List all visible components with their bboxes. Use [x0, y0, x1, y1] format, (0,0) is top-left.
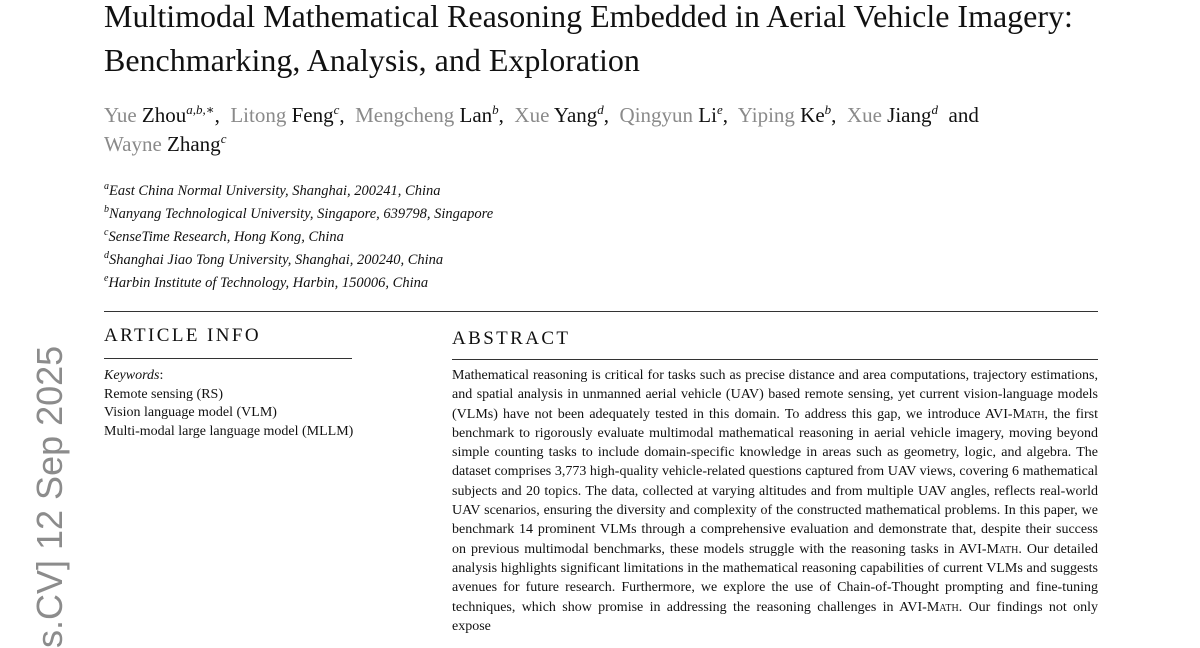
keywords-list	[104, 386, 404, 442]
keyword-item: Multi-modal large language model (MLLM)	[104, 423, 354, 439]
affiliation-key: a	[104, 181, 109, 193]
affiliation-item	[104, 272, 804, 295]
affiliation-text: East China Normal University, Shanghai, 200241, China	[109, 183, 441, 199]
author-affiliation-marker: c	[220, 131, 227, 146]
abstract-text: Mathematical reasoning is critical for tasks such as precise distance and area computations, trajectory estimations, and spatial analysis in unmanned aerial vehicle (UAV) based remote sensing, yet current vision-language models (VLMs) have not been adequately tested in this domain. To address this gap, we introduce AVI-Math, the first benchmark to rigorously evaluate multimodal mathematical reasoning in aerial vehicle imagery, moving beyond simple counting tasks to include domain-specific knowledge in areas such as geometry, logic, and algebra. The dataset comprises 3,773 high-quality vehicle-related questions captured from UAV views, covering 6 mathematical subjects and 20 topics. The data, collected at varying altitudes and from multiple UAV angles, reflects real-world UAV scenarios, ensuring the diversity and complexity of the constructed mathematical problems. In this paper, we benchmark 14 prominent VLMs through a comprehensive evaluation and demonstrate that, despite their success on previous multimodal benchmarks, these models struggle with the reasoning tasks in AVI-Math. Our detailed analysis highlights significant limitations in the mathematical reasoning capabilities of current VLMs and suggests avenues for future research. Furthermore, we explore the use of Chain-of-Thought prompting and fine-tuning techniques, which show promise in addressing the reasoning challenges in AVI-Math. Our findings not only expose	[452, 368, 1099, 634]
author-separator: ,	[722, 103, 734, 127]
paper-title: Multimodal Mathematical Reasoning Embedded in Aerial Vehicle Imagery: Benchmarking, Analysis, and Exploration	[104, 0, 1073, 78]
author-given-name: Xue	[846, 103, 882, 127]
author-given-name: Mengcheng	[355, 103, 455, 127]
author-separator: ,	[339, 103, 350, 127]
author-list	[104, 101, 1104, 159]
author-affiliation-marker: a,b,∗	[186, 102, 215, 117]
affiliation-item	[104, 180, 804, 203]
affiliation-text: Shanghai Jiao Tong University, Shanghai, 200240, China	[109, 252, 444, 268]
author-given-name: Xue	[514, 103, 550, 127]
affiliation-text: Nanyang Technological University, Singapore, 639798, Singapore	[109, 206, 494, 222]
author-name	[355, 103, 499, 127]
author-given-name: Yue	[104, 103, 137, 127]
affiliation-text: SenseTime Research, Hong Kong, China	[108, 229, 344, 245]
keywords-block: Keywords: Remote sensing (RS) Vision language model (VLM) Multi-modal large language model (MLLM)	[104, 367, 404, 441]
author-family-name: Li	[698, 103, 717, 127]
author-affiliation-marker: b	[492, 102, 499, 117]
author-affiliation-marker: e	[716, 102, 723, 117]
article-info-heading: ARTICLE INFO	[104, 324, 352, 359]
author-family-name: Yang	[553, 103, 598, 127]
author-given-name: Yiping	[737, 103, 795, 127]
author-affiliation-marker: d	[597, 102, 604, 117]
author-given-name: Litong	[230, 103, 287, 127]
affiliation-list	[104, 180, 804, 295]
affiliation-key: c	[104, 227, 109, 239]
affiliation-text: Harbin Institute of Technology, Harbin, 150006, China	[108, 275, 429, 291]
author-given-name: Wayne	[104, 132, 162, 156]
author-separator	[938, 103, 943, 127]
affiliation-item	[104, 249, 804, 272]
author-name	[738, 103, 831, 127]
author-name	[230, 103, 339, 127]
author-name	[620, 103, 723, 127]
author-family-name: Feng	[291, 103, 334, 127]
author-separator: ,	[603, 103, 615, 127]
abstract-heading: ABSTRACT	[452, 327, 1098, 360]
author-name	[847, 103, 938, 127]
author-affiliation-marker: c	[333, 102, 340, 117]
author-family-name: Zhou	[141, 103, 187, 127]
affiliation-item	[104, 203, 804, 226]
keyword-item: Remote sensing (RS)	[104, 386, 223, 402]
author-affiliation-marker: d	[931, 102, 938, 117]
author-name	[514, 103, 603, 127]
affiliation-key: d	[104, 250, 109, 262]
author-family-name: Ke	[800, 103, 825, 127]
affiliation-item	[104, 226, 804, 249]
author-family-name: Jiang	[887, 103, 932, 127]
author-separator: ,	[498, 103, 510, 127]
header-divider	[104, 311, 1098, 312]
author-name	[104, 132, 226, 156]
keyword-item: Vision language model (VLM)	[104, 405, 277, 420]
author-family-name: Zhang	[167, 132, 221, 156]
author-separator: ,	[214, 103, 226, 127]
author-family-name: Lan	[459, 103, 493, 127]
keywords-label: Keywords	[104, 368, 160, 383]
affiliation-key: b	[104, 204, 109, 216]
author-and-word: and	[948, 103, 979, 127]
author-affiliation-marker: b	[824, 102, 832, 117]
arxiv-identifier-stamp: s.CV] 12 Sep 2025	[29, 345, 70, 648]
affiliation-key: e	[104, 273, 109, 285]
author-separator: ,	[831, 103, 842, 127]
author-name	[104, 103, 215, 127]
author-given-name: Qingyun	[619, 103, 694, 127]
